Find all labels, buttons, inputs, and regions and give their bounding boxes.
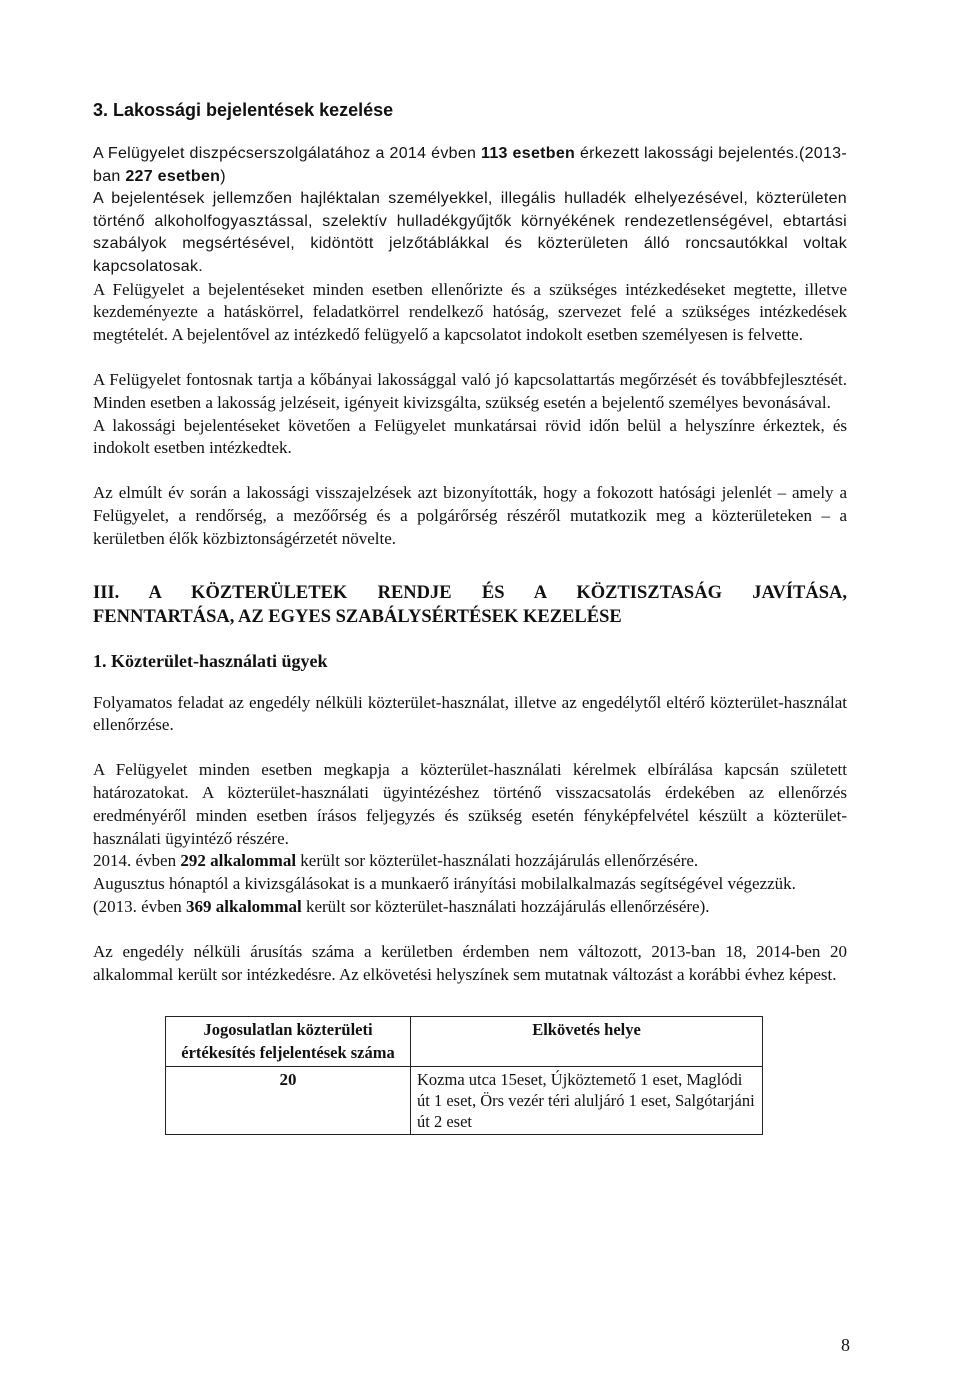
paragraph: 2014. évben 292 alkalommal került sor közterület-használati hozzájárulás ellenőrzésére. — [93, 851, 699, 871]
table-header-cell: Jogosulatlan közterületi értékesítés feljelentések száma — [166, 1017, 411, 1067]
chapter-heading: III. A KÖZTERÜLETEK RENDJE ÉS A KÖZTISZTASÁG JAVÍTÁSA, FENNTARTÁSA, AZ EGYES SZABÁLYSÉRTÉSEK KEZELÉSE — [93, 582, 847, 627]
paragraph: Az engedély nélküli árusítás száma a kerületben érdemben nem változott, 2013-ban 18, 2014-ben 20 alkalommal került sor intézkedésre. Az elkövetési helyszínek sem mutatnak változást a korábbi évhez képest. — [93, 941, 847, 984]
violations-table — [165, 1016, 763, 1135]
paragraph: Az elmúlt év során a lakossági visszajelzések azt bizonyították, hogy a fokozott hatósági jelenlét – amely a Felügyelet, a rendőrség, a mezőőrség és a polgárőrség részéről mutatkozik meg a közterületeken – a kerületben élők közbiztonságérzetét növelte. — [93, 483, 847, 548]
section-heading: 3. Lakossági bejelentések kezelése — [93, 100, 394, 120]
paragraph: A Felügyelet minden esetben megkapja a közterület-használati kérelmek elbírálása kapcsán született határozatokat. A közterület-használati ügyintézéshez történő visszacsatolás érdekében az ellenőrzés eredményéről minden esetben írásos feljegyzés és szükség esetén fényképfelvétel készült a közterület-használati ügyintéző részére. — [93, 760, 847, 848]
section-3-body — [93, 143, 847, 279]
bold-count: 369 alkalommal — [186, 896, 302, 916]
table-cell-places: Kozma utca 15eset, Újköztemető 1 eset, Maglódi út 1 eset, Örs vezér téri aluljáró 1 eset, Salgótarjáni út 2 eset — [411, 1067, 763, 1135]
bold-count: 292 alkalommal — [180, 851, 297, 871]
table-cell-count: 20 — [166, 1067, 411, 1135]
document-page — [93, 100, 847, 1135]
table-header-row — [166, 1017, 763, 1067]
paragraph: A lakossági bejelentéseket követően a Felügyelet munkatársai rövid időn belül a helyszínre érkeztek, és indokolt esetben intézkedtek. — [93, 415, 847, 458]
bold-count: 113 esetben — [481, 145, 576, 162]
table-row — [166, 1067, 763, 1135]
paragraph: Folyamatos feladat az engedély nélküli közterület-használat, illetve az engedélytől eltérő közterület-használat ellenőrzése. — [93, 692, 847, 735]
paragraph: Augusztus hónaptól a kivizsgálásokat is a munkaerő irányítási mobilalkalmazás segítségével végezzük. — [93, 874, 796, 894]
page-number: 8 — [841, 1335, 850, 1355]
paragraph: (2013. évben 369 alkalommal került sor közterület-használati hozzájárulás ellenőrzésére). — [93, 896, 710, 916]
table-header-cell: Elkövetés helye — [411, 1017, 763, 1067]
paragraph: A Felügyelet fontosnak tartja a kőbányai lakossággal való jó kapcsolattartás megőrzését és továbbfejlesztését. Minden esetben a lakosság jelzéseit, igényeit kivizsgálta, szükség esetén a bejelentő személyes bevonásával. — [93, 369, 847, 412]
paragraph: A Felügyelet diszpécserszolgálatához a 2014 évben 113 esetben érkezett lakossági bejelentés.(2013-ban 227 esetben) — [93, 145, 848, 185]
paragraph: A Felügyelet a bejelentéseket minden esetben ellenőrizte és a szükséges intézkedéseket megtette, illetve kezdeményezte a hatáskörrel, feladatkörrel rendelkező hatóság, szervezet felé a szükséges intézkedések megtételét. A bejelentővel az intézkedő felügyelő a kapcsolatot indokolt esetben személyesen is felvette. — [93, 279, 847, 345]
subsection-heading: 1. Közterület-használati ügyek — [93, 650, 328, 671]
paragraph: A bejelentések jellemzően hajléktalan személyekkel, illegális hulladék elhelyezésével, közterületen történő alkoholfogyasztással, szelektív hulladékgyűjtők környékének rendezetlenségével, ebtartási szabályok megsértésével, kidöntött jelzőtáblákkal és közterületen álló roncsautókkal voltak kapcsolatosak. — [93, 190, 847, 275]
bold-count: 227 esetben — [125, 167, 221, 185]
